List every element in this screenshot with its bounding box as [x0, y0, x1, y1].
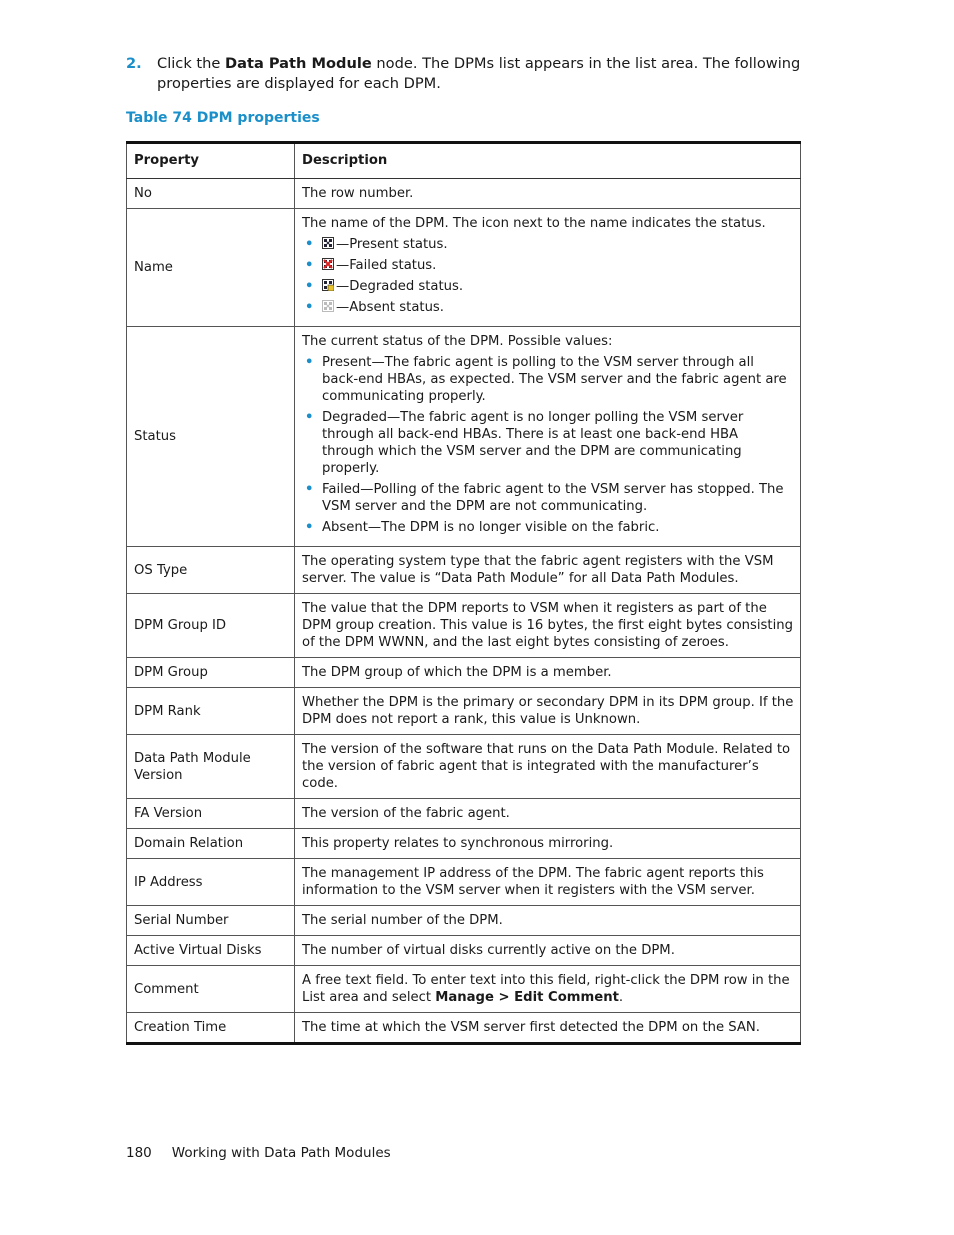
instruction-step: [126, 54, 806, 93]
table-row: [127, 547, 801, 594]
table-row: [127, 327, 801, 547]
description-cell: The version of the software that runs on the Data Path Module. Related to the version of fabric agent that is integrated with the manufacturer’s code.: [295, 735, 801, 799]
section-title: Working with Data Path Modules: [171, 1145, 391, 1161]
comment-desc-after: .: [618, 990, 624, 1005]
description-cell: This property relates to synchronous mirroring.: [295, 829, 801, 859]
step-number: 2.: [126, 55, 142, 72]
property-cell: Comment: [127, 966, 295, 1013]
menu-path: Manage > Edit Comment: [435, 990, 619, 1005]
list-item: • Absent—The DPM is no longer visible on the fabric.: [302, 519, 794, 536]
description-cell: The DPM group of which the DPM is a member.: [295, 658, 801, 688]
property-cell: FA Version: [127, 799, 295, 829]
dpm-failed-icon: [322, 258, 334, 270]
table-row: [127, 735, 801, 799]
table-caption: Table 74 DPM properties: [126, 110, 320, 126]
description-cell: The serial number of the DPM.: [295, 906, 801, 936]
table-row: [127, 829, 801, 859]
property-cell: DPM Rank: [127, 688, 295, 735]
description-intro: The name of the DPM. The icon next to the name indicates the status.: [302, 216, 766, 231]
header-description: Description: [295, 143, 801, 179]
property-cell: Creation Time: [127, 1013, 295, 1044]
property-cell: Active Virtual Disks: [127, 936, 295, 966]
table-row: [127, 906, 801, 936]
property-cell: DPM Group ID: [127, 594, 295, 658]
description-cell: The time at which the VSM server first detected the DPM on the SAN.: [295, 1013, 801, 1044]
step-text-after: node. The DPMs list appears in the list area. The following properties are displayed for each DPM.: [157, 55, 801, 92]
property-cell: No: [127, 179, 295, 209]
table-row: [127, 936, 801, 966]
bullet-text: —Absent status.: [336, 300, 444, 315]
list-item: [302, 236, 794, 253]
property-cell: Domain Relation: [127, 829, 295, 859]
table-row: [127, 594, 801, 658]
table-row: [127, 209, 801, 327]
description-cell: Whether the DPM is the primary or secondary DPM in its DPM group. If the DPM does not report a rank, this value is Unknown.: [295, 688, 801, 735]
table-header-row: [127, 143, 801, 179]
description-cell: The row number.: [295, 179, 801, 209]
bullet-text: —Failed status.: [336, 258, 437, 273]
status-icon-list: [302, 236, 794, 316]
description-cell: The number of virtual disks currently active on the DPM.: [295, 936, 801, 966]
table-row: [127, 688, 801, 735]
description-cell: The value that the DPM reports to VSM when it registers as part of the DPM group creation. This value is 16 bytes, the first eight bytes consisting of the DPM WWNN, and the last eight bytes consisting of zeroes.: [295, 594, 801, 658]
property-cell: Data Path Module Version: [127, 735, 295, 799]
page-footer: [126, 1145, 391, 1161]
table-row: [127, 966, 801, 1013]
description-cell: [295, 209, 801, 327]
step-bold-term: Data Path Module: [225, 55, 372, 72]
list-item: [302, 299, 794, 316]
description-cell: [295, 966, 801, 1013]
table-row: [127, 1013, 801, 1044]
list-item: • Failed—Polling of the fabric agent to the VSM server has stopped. The VSM server and the DPM are not communicating.: [302, 481, 794, 515]
dpm-absent-icon: [322, 300, 334, 312]
list-item: [302, 257, 794, 274]
property-cell: IP Address: [127, 859, 295, 906]
comment-desc-before: A free text field. To enter text into this field, right-click the DPM row in the List area and select: [302, 973, 790, 1005]
list-item: [302, 278, 794, 295]
table-row: [127, 859, 801, 906]
bullet-text: —Present status.: [336, 237, 448, 252]
table-row: [127, 799, 801, 829]
description-cell: The management IP address of the DPM. The fabric agent reports this information to the VSM server when it registers with the VSM server.: [295, 859, 801, 906]
list-item: • Present—The fabric agent is polling to the VSM server through all back-end HBAs, as expected. The VSM server and the fabric agent are communicating properly.: [302, 354, 794, 405]
property-cell: DPM Group: [127, 658, 295, 688]
description-cell: [295, 327, 801, 547]
status-values-list: [302, 354, 794, 536]
table-row: [127, 658, 801, 688]
dpm-present-icon: [322, 237, 334, 249]
header-property: Property: [127, 143, 295, 179]
bullet-text: —Degraded status.: [336, 279, 464, 294]
table-row: [127, 179, 801, 209]
description-cell: The operating system type that the fabric agent registers with the VSM server. The value is “Data Path Module” for all Data Path Modules.: [295, 547, 801, 594]
step-text-before: Click the: [157, 55, 226, 72]
dpm-properties-table: [126, 141, 801, 1045]
page-number: 180: [126, 1145, 152, 1161]
property-cell: Name: [127, 209, 295, 327]
property-cell: Status: [127, 327, 295, 547]
description-intro: The current status of the DPM. Possible values:: [302, 334, 613, 349]
property-cell: OS Type: [127, 547, 295, 594]
description-cell: The version of the fabric agent.: [295, 799, 801, 829]
step-text: [157, 54, 806, 93]
dpm-degraded-icon: [322, 279, 334, 291]
list-item: • Degraded—The fabric agent is no longer polling the VSM server through all back-end HBAs. There is at least one back-end HBA through which the VSM server and the DPM are communicating properly.: [302, 409, 794, 477]
property-cell: Serial Number: [127, 906, 295, 936]
